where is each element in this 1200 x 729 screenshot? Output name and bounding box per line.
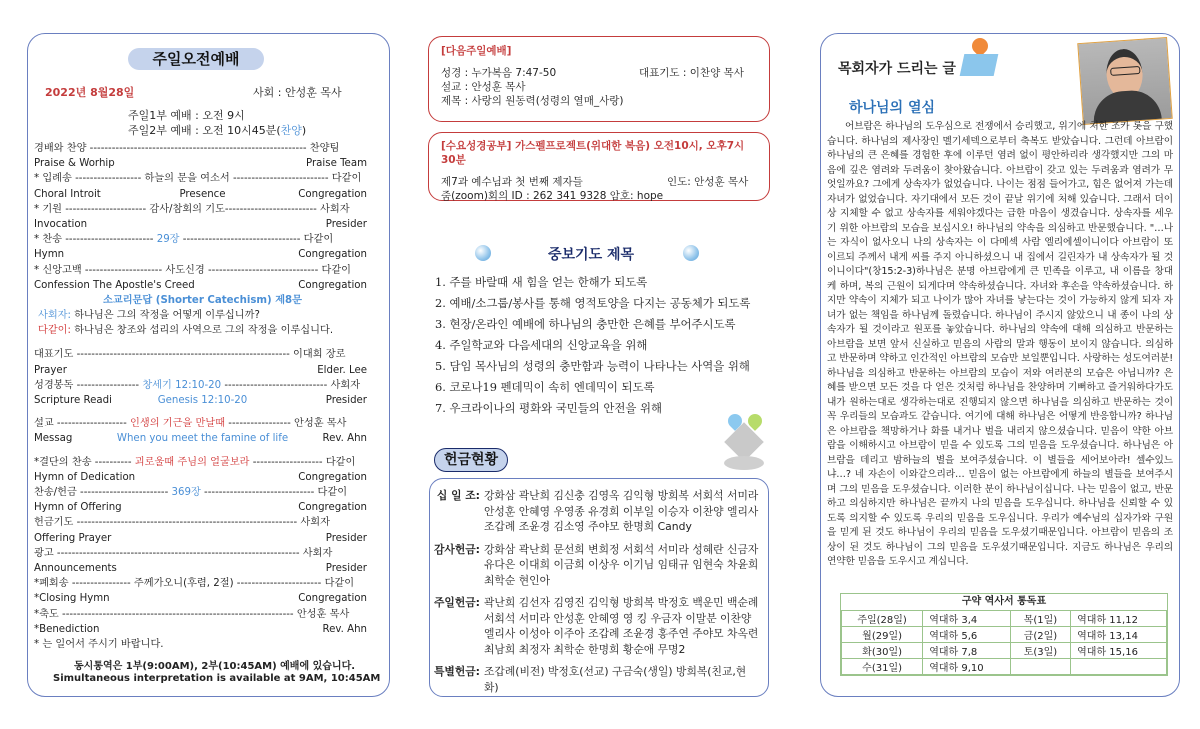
row-text: 대표기도 ---------------------------------------------------------- 이대희 장로: [34, 349, 346, 361]
prayer-item: 4. 주일학교와 다음세대의 신앙교육을 위해: [435, 338, 648, 352]
plan-table: [841, 610, 1167, 675]
row-center: Presence: [179, 188, 226, 200]
row-text: 찬송/헌금 ------------------------ 369장 ------------------------------ 다같이: [34, 487, 348, 498]
row-text: Announcements: [34, 563, 117, 574]
next-prayer: 대표기도 : 이찬양 목사: [639, 67, 744, 79]
letter-header: 목회자가 드리는 글: [838, 61, 956, 77]
prayer-item: 3. 현장/온라인 예배에 하나님의 충만한 은혜를 부어주시도록: [435, 317, 736, 331]
row-text: 광고 ------------------------------------------------------------------ 사회자: [34, 547, 333, 559]
interp-ko: 동시통역은 1부(9:00AM), 2부(10:45AM) 예배에 있습니다.: [74, 661, 356, 672]
prayer-item: 7. 우크라이나의 평화와 국민들의 안전을 위해: [435, 401, 663, 415]
service1-time: 주일1부 예배 : 오전 9시: [128, 109, 245, 122]
row-text: 성경봉독 ----------------- 창세기 12:10-20 ---------------------------- 사회자: [34, 379, 361, 391]
wed-zoom: 줌(zoom)회의 ID : 262 341 9328 암호: hope: [441, 190, 664, 202]
row-text: *Benediction: [34, 623, 100, 635]
next-title: 제목 : 사랑의 원동력(성령의 열매_사랑): [441, 95, 624, 107]
row-text: Scripture Readi: [34, 395, 112, 406]
plan-cell: 월(29일): [842, 627, 923, 643]
row-right: Presider: [325, 219, 367, 230]
offering-title: 헌금현황: [434, 448, 508, 472]
offering-names: 강화삼 곽난희 김신충 김영옥 김익형 방희복 서회석 서미라 안성훈 안혜영 우영종 유경희 이부일 이승자 이찬양 엘리사 조갑례 조윤경 김소영 주야모 한명희 Candy: [484, 489, 759, 533]
prayer-item: 2. 예배/소그룹/봉사를 통해 영적토양을 다지는 공동체가 되도록: [435, 296, 751, 310]
wed-head: [수요성경공부] 가스펠프로젝트(위대한 복음) 오전10시, 오후7시30분: [441, 140, 745, 166]
reading-plan: [840, 593, 1168, 676]
row-text: 헌금기도 ------------------------------------------------------------ 사회자: [34, 517, 330, 529]
service-leader: 사회 : 안성훈 목사: [253, 86, 342, 99]
plan-cell: 역대하 13,14: [1071, 627, 1167, 643]
worship-title: 주일오전예배: [128, 48, 264, 70]
row-right: Congregation: [298, 471, 367, 483]
plan-cell: 주일(28일): [842, 611, 923, 627]
bubble-icon: [683, 245, 699, 261]
row-right: Congregation: [298, 188, 367, 200]
next-scripture: 성경 : 누가복음 7:47-50: [441, 67, 557, 79]
row-text: * 신앙고백 --------------------- 사도신경 ------------------------------ 다같이: [34, 264, 352, 276]
service2-time: 주일2부 예배 : 오전 10시45분(찬양): [128, 124, 307, 137]
wed-lesson: 제7과 예수님과 첫 번째 제자들: [441, 176, 583, 188]
row-text: Hymn of Dedication: [34, 471, 136, 483]
plan-cell: [1071, 659, 1167, 675]
interp-en: Simultaneous interpretation is available at 9AM, 10:45AM: [53, 673, 381, 684]
plan-cell: 역대하 9,10: [923, 659, 1011, 675]
next-line1: [441, 66, 757, 80]
row-right: Congregation: [298, 279, 367, 291]
row-text: 경배와 찬양 ----------------------------------------------------------- 찬양팀: [34, 143, 340, 154]
plan-cell: 수(31일): [842, 659, 923, 675]
plan-cell: 토(3일): [1010, 643, 1070, 659]
offering-kind: 주일헌금:: [433, 596, 480, 609]
plan-title: 구약 역사서 통독표: [961, 596, 1047, 607]
row-text: * 입례송 ------------------ 하늘의 문을 여소서 -------------------------- 다같이: [34, 173, 362, 185]
plan-row: [842, 627, 1167, 643]
pastor-photo: [1077, 37, 1173, 125]
offering-kind: 감사헌금:: [433, 542, 480, 556]
row-right: Presider: [325, 532, 367, 544]
row-right: Presider: [325, 395, 367, 406]
offering-kind: 십 일 조:: [436, 489, 480, 502]
row-text: Offering Prayer: [34, 532, 112, 544]
next-week-box: [428, 36, 770, 122]
plan-cell: 역대하 5,6: [923, 627, 1011, 643]
service-date: 2022년 8월28일: [45, 86, 135, 99]
row-text: Invocation: [34, 219, 88, 230]
sermon-title: 하나님의 열심: [849, 100, 936, 116]
row-right: Rev. Ahn: [322, 623, 367, 635]
row-center: When you meet the famine of life: [116, 433, 289, 445]
plan-cell: 목(1일): [1010, 611, 1070, 627]
plan-cell: [1010, 659, 1070, 675]
plan-row: [842, 659, 1167, 675]
row-text: 설교 ------------------- 인생의 기근을 만날때 ----------------- 안성훈 목사: [34, 418, 347, 430]
row-text: Praise & Worhip: [34, 158, 115, 170]
offering-box: [429, 478, 769, 697]
offering-list: [430, 479, 768, 695]
offering-names: 조갑례(비전) 박정호(선교) 구금숙(생일) 방희복(친교,현화): [484, 665, 747, 694]
prayer-item: 5. 담임 목사님의 성령의 충만함과 능력이 나타나는 사역을 위해: [435, 359, 750, 373]
row-right: Congregation: [298, 502, 367, 514]
decor-icon: [722, 410, 770, 472]
row-text: Choral Introit: [34, 188, 101, 200]
plan-cell: 역대하 3,4: [923, 611, 1011, 627]
offering-row: [430, 664, 760, 695]
row-text: Messag: [34, 433, 73, 445]
row-text: *축도 --------------------------------------------------------------- 안성훈 목사: [34, 608, 350, 620]
row-center: Genesis 12:10-20: [157, 395, 248, 406]
row-right: Rev. Ahn: [322, 433, 367, 445]
row-text: *Closing Hymn: [34, 593, 110, 605]
row-right: Congregation: [298, 593, 367, 605]
plan-cell: 금(2일): [1010, 627, 1070, 643]
row-right: Presider: [325, 563, 367, 574]
offering-row: [430, 488, 760, 535]
row-text: * 기원 ---------------------- 감사/참회의 기도------------------------- 사회자: [34, 203, 350, 215]
row-text: Hymn: [34, 249, 65, 261]
plan-cell: 역대하 11,12: [1071, 611, 1167, 627]
offering-names: 강화삼 곽난희 문선희 변희정 서회석 서미라 성혜란 신금자 유다은 이대희 이금희 이상우 이기님 임태규 임현숙 차윤희 최학순 현인아: [484, 542, 759, 587]
plan-row: [842, 611, 1167, 627]
next-week-head: [다음주일예배]: [441, 45, 512, 57]
prayer-title: 중보기도 제목: [548, 247, 635, 263]
plan-cell: 화(30일): [842, 643, 923, 659]
plan-cell: 역대하 15,16: [1071, 643, 1167, 659]
row-right: Congregation: [298, 249, 367, 261]
prayer-item: 6. 코로나19 펜데믹이 속히 엔데믹이 되도록: [435, 380, 655, 394]
plan-row: [842, 643, 1167, 659]
prayer-list: [435, 272, 750, 419]
letter-body: 어브람은 하나님의 도우심으로 전쟁에서 승리했고, 위기에 처한 조카 롯을 구했습니다. 하나님의 제사장인 멜기세덱으로부터 축복도 받았습니다. 그런데 아브람이 하나님의 큰 은혜를 경험한 후에 이루던 염려 없이 평안하리라 생각했지만 그의 마음에 깊은 염려와 두려움이 찾아왔습니다. 아브람이 갖고 있는 두려움과 염려가 무엇일까요? 그에게 상속자가 없었습니다. 나이는 점점 들어가고, 힘은 없어져 가는데 자녀가 없었습니다. 자기대에서 모든 것이 끝날 위기에 처해 있습니다. 그래서 더이상 지체할 수 없고 상속자를 세워야겠다는 급한 마음이 생겼습니다. 상속자를 세우기 위한 아브람의 모습을 보십시오! 하나님의 약속을 의심하고 반문했습니다. "…나는 자식이 없사오니 나의 상속자는 이 다메섹 사람 엘리에셀이니이다 아브람이 또 이르되 주께서 내게 씨를 주지 아니하셨으니 내 집에서 길린자가 내 상속자가 될 것이니이다"(창15:2-3)하나님은 분명 아브람에게 큰 민족을 이루고, 내 이름을 창대케 하며, 복의 근원이 되게다며 약속하셨습니다. 자녀와 후손을 약속하셨습니다. 하지만 약속이 지체가 되고 나이가 많아 자녀를 낳는다는 것이 가능하지 않게 되자 자녀가 없는 책임을 하나님께 돌렸습니다. 하나님이 주시지 않았으니 내 종이 나의 상속자가 될 것이라고 원포를 놓았습니다. 하나님의 약속에 대해 의심하고 반문하는 아브람을 보면 앞서 신실하고 믿음의 사람의 말과 행동이 보이지 않습니다. 의심하고 반문하며 약하고 인간적인 아브람의 모습만 보일뿐입니다. 사랑하는 성도여러분! 하나님을 의심하고 반문하는 아브람의 모습이 저와 여러분의 모습은 아닙니까? 은혜를 받으면 모든 것을 다 얻은 것처럼 하나님을 찬양하며 기뻐하고 즐거워하다가도 내가 원하는대로 생각하는대로 진행되지 않으면 하나님을 의심하고 반문하는 것이 꼭 우리들의 모습과도 같습니다. 여기에 대해 하나님은 어떻게 반응합니까? 하나님은 아브람을 책망하거나 화를 내거나 벌을 내리지 않으셨습니다. 믿음이 약한 아브람을 이해하시고 아브람이 믿을 수 있도록 그의 믿음을 도우셨습니다. 하나님은 아브람을 데리고 밤하늘의 별을 보여주셨습니다. 이 별들을 세어보아라! 셀수있느냐…? 네 자손이 이와같으리라… 믿음이 없는 아브람에게 하늘의 별들을 보여주시며 그의 믿음을 도우셨습니다. 이러한 분이 하나님이십니다. 나는 믿음이 없고, 반문하고 의심하지만 하나님은 끝까지 나의 믿음을 도우십니다. 하나님을 신뢰할 수 있도록 의지할 수 있도록 우리의 믿음을 도우십니다. 우리가 예수님의 십자가와 구원을 믿게 된 것도 하나님이 우리의 믿음을 도우셨기때문입니다. 아브람이 믿음의 조상이 된 것도 하나님이 그의 믿음을 도우셨기때문입니다. 지금도 하나님은 우리의 연약한 믿음을 도우시고 계십니다.: [827, 121, 1173, 567]
envelope-heart-icon: [962, 38, 1000, 78]
row-text: Hymn of Offering: [34, 502, 122, 514]
bubble-icon: [475, 245, 491, 261]
offering-names: 곽난희 김선자 김영진 김익형 방희복 박정호 백운민 백순례 서회석 서미라 안성훈 안혜영 영 킹 우금자 이말분 이찬양 엘리사 이성아 이주아 조갑례 조윤경 홍주연 주야모 차옥련 최남희 최정자 최학순 한명희 황순애 무명2: [484, 596, 759, 656]
row-text: Confession The Apostle's Creed: [34, 279, 195, 291]
next-sermon: 설교 : 안성훈 목사: [441, 81, 526, 93]
order-list: 경배와 찬양 ----------------------------------------------------------- 찬양팀 Praise & Worhip Praise Team * 입례송 ------------------ 하늘의 문을 여소서 -------------------------- 다같이 Choral Introit Presence Congregation * 기원 ---------------------- 감사/참회의 기도------------------------- 사회자 Invocation Presider * 찬송 ------------------------ 29장 -------------------------------- 다같이 Hymn Congregation * 신앙고백 --------------------- 사도신경 ------------------------------ 다같이 Confession The Apostle's Creed Congregation 소교리문답 (Shorter Catechism) 제8문 사회자: 하나님은 그의 작정을 어떻게 이루십니까? 다같이: 하나님은 창조와 섭리의 사역으로 그의 작정을 이루십니다. 대표기도 ---------------------------------------------------------- 이대희 장로 Prayer Elder. Lee 성경봉독 ----------------- 창세기 12:10-20 ---------------------------- 사회자 Scripture Readi Genesis 12:10-20 Presider 설교 ------------------- 인생의 기근을 만날때 ----------------- 안성훈 목사 Messag When you meet the famine of life Rev. Ahn *결단의 찬송 ---------- 괴로울때 주님의 얼굴보라 ------------------- 다같이 Hymn of Dedication Congregation 찬송/헌금 ------------------------ 369장 ------------------------------ 다같이 Hymn of Offering Congregation 헌금기도 ------------------------------------------------------------ 사회자 Offering Prayer Presider 광고 ------------------------------------------------------------------ 사회자 Announcements Presider *폐회송 ---------------- 주께가오니(후렴, 2절) ----------------------- 다같이 *Closing Hymn Congregation *축도 --------------------------------------------------------------- 안성훈 목사 *Benediction Rev. Ahn * 는 일어서 주시기 바랍니다.: [30, 142, 375, 682]
plan-cell: 역대하 7,8: [923, 643, 1011, 659]
row-text: *결단의 찬송 ---------- 괴로울때 주님의 얼굴보라 ------------------- 다같이: [34, 456, 356, 468]
row-text: * 찬송 ------------------------ 29장 -------------------------------- 다같이: [34, 234, 334, 246]
offering-kind: 특별헌금:: [433, 665, 480, 678]
row-text: * 는 일어서 주시기 바랍니다.: [34, 639, 164, 650]
offering-row: [430, 542, 760, 589]
wednesday-box: [428, 132, 770, 201]
wed-line1: [441, 175, 757, 189]
wed-leader: 인도: 안성훈 목사: [667, 176, 749, 188]
offering-row: [430, 595, 760, 657]
prayer-item: 1. 주를 바랄때 새 힘을 얻는 한해가 되도록: [435, 275, 648, 289]
row-right: Praise Team: [306, 158, 367, 170]
row-right: Elder. Lee: [317, 364, 367, 376]
row-text: Prayer: [34, 364, 67, 376]
row-text: *폐회송 ---------------- 주께가오니(후렴, 2절) ----------------------- 다같이: [34, 578, 355, 590]
